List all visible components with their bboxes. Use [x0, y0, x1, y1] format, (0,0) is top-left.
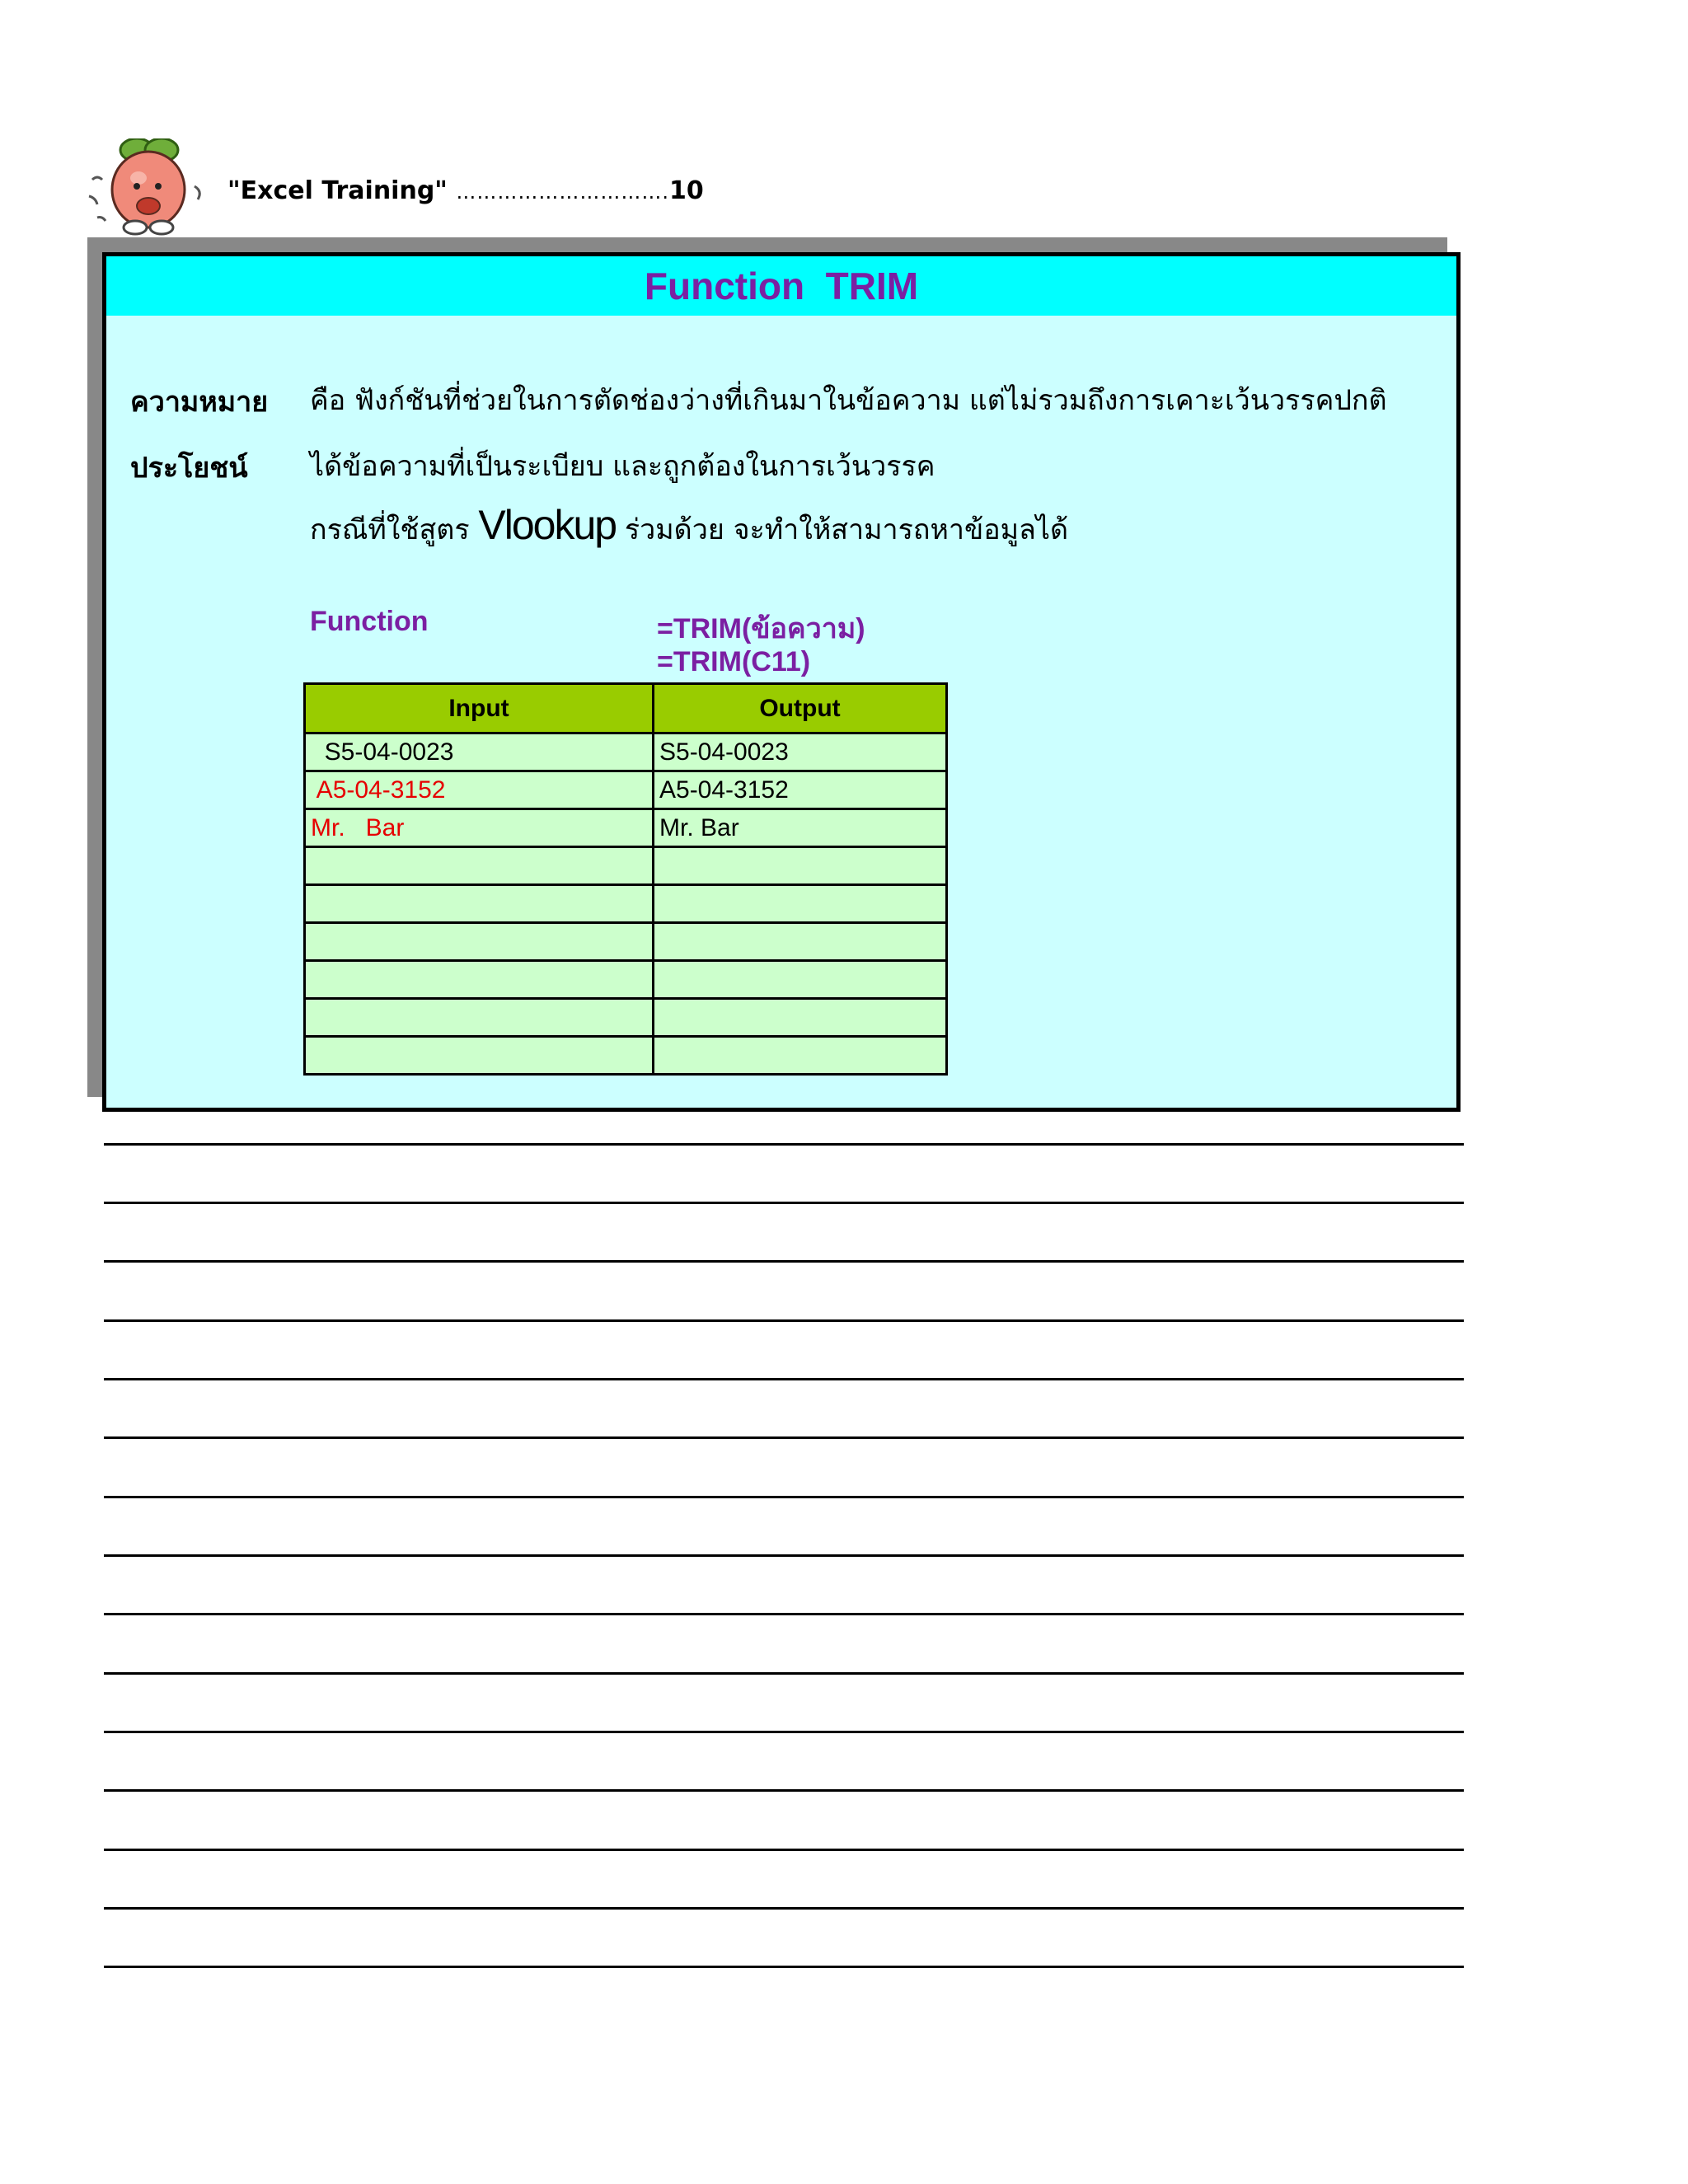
- table-row: [305, 1037, 947, 1075]
- card-title: Function TRIM: [644, 265, 919, 307]
- benefit-label: ประโยชน์: [130, 452, 248, 485]
- benefit-line-2: [310, 501, 1068, 551]
- input-cell: [305, 999, 654, 1037]
- trim-example-table: [303, 682, 948, 1076]
- writing-line: [104, 1966, 1464, 1968]
- input-cell: Mr. Bar: [305, 809, 654, 847]
- writing-line: [104, 1319, 1464, 1322]
- function-syntax: =TRIM(ข้อความ): [657, 613, 865, 644]
- writing-line: [104, 1849, 1464, 1851]
- output-cell: [654, 923, 947, 961]
- input-cell: [305, 923, 654, 961]
- writing-line: [104, 1143, 1464, 1146]
- input-cell: [305, 885, 654, 923]
- benefit-line-2-pre: กรณีที่ใช้สูตร: [310, 513, 479, 546]
- output-cell: [654, 1037, 947, 1075]
- header-course-name: "Excel Training": [227, 176, 448, 205]
- input-cell: S5-04-0023: [305, 733, 654, 771]
- table-row: [305, 771, 947, 809]
- output-cell: A5-04-3152: [654, 771, 947, 809]
- input-cell: A5-04-3152: [305, 771, 654, 809]
- input-cell: [305, 1037, 654, 1075]
- mascot-icon: [86, 138, 209, 236]
- writing-line: [104, 1789, 1464, 1792]
- writing-line: [104, 1907, 1464, 1910]
- benefit-line-2-post: ร่วมด้วย จะทำให้สามารถหาข้อมูลได้: [616, 513, 1069, 546]
- header-dots: ………………………….: [456, 180, 670, 204]
- card-title-bar: [106, 256, 1456, 316]
- output-cell: [654, 885, 947, 923]
- writing-line: [104, 1378, 1464, 1380]
- table-row: [305, 733, 947, 771]
- header-page-number: 10: [669, 176, 704, 205]
- table-row: [305, 923, 947, 961]
- output-cell: [654, 999, 947, 1037]
- function-label: Function: [310, 606, 429, 637]
- column-header-input: Input: [305, 684, 654, 733]
- writing-line: [104, 1436, 1464, 1439]
- table-row: [305, 961, 947, 999]
- table-row: [305, 847, 947, 885]
- writing-line: [104, 1731, 1464, 1733]
- function-example: =TRIM(C11): [657, 646, 811, 677]
- output-cell: S5-04-0023: [654, 733, 947, 771]
- meaning-text: คือ ฟังก์ชันที่ช่วยในการตัดช่องว่างที่เกินมาในข้อความ แต่ไม่รวมถึงการเคาะเว้นวรรคปกติ: [310, 384, 1387, 417]
- writing-line: [104, 1554, 1464, 1557]
- header-title: [227, 176, 704, 205]
- writing-line: [104, 1496, 1464, 1498]
- output-cell: [654, 961, 947, 999]
- table-row: [305, 999, 947, 1037]
- writing-line: [104, 1260, 1464, 1263]
- table-row: [305, 809, 947, 847]
- meaning-label: ความหมาย: [130, 386, 269, 419]
- input-cell: [305, 847, 654, 885]
- vlookup-word: Vlookup: [478, 502, 617, 548]
- writing-line: [104, 1613, 1464, 1615]
- input-cell: [305, 961, 654, 999]
- column-header-output: Output: [654, 684, 947, 733]
- table-row: [305, 885, 947, 923]
- output-cell: [654, 847, 947, 885]
- output-cell: Mr. Bar: [654, 809, 947, 847]
- writing-line: [104, 1202, 1464, 1204]
- writing-line: [104, 1672, 1464, 1675]
- table-header-row: [305, 684, 947, 733]
- benefit-line-1: ได้ข้อความที่เป็นระเบียบ และถูกต้องในการเว้นวรรค: [310, 450, 935, 483]
